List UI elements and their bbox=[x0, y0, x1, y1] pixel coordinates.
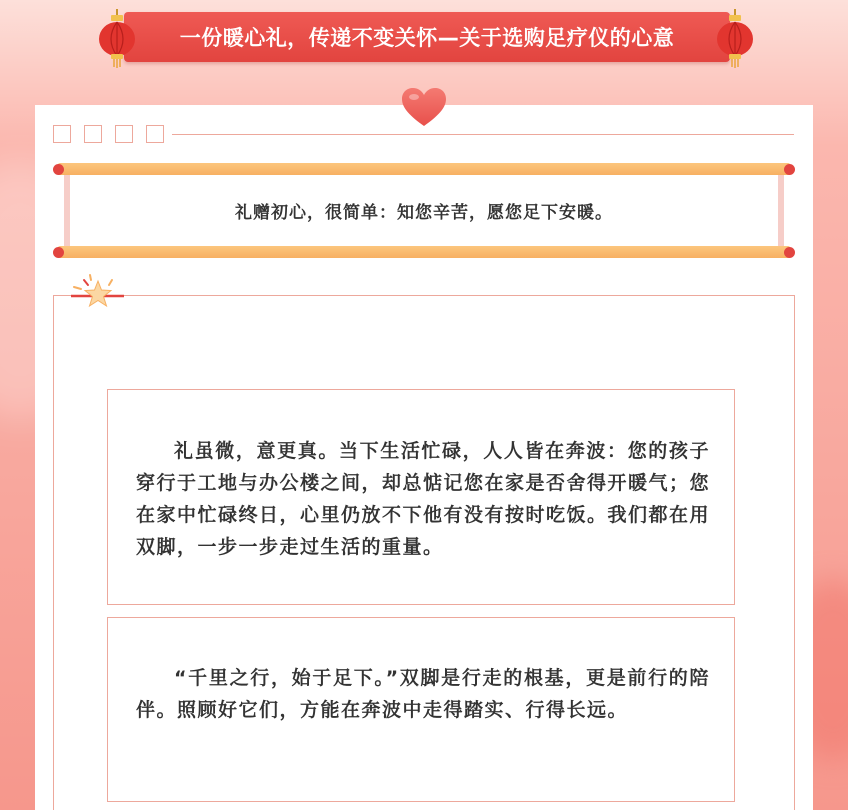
decor-square bbox=[115, 125, 133, 143]
decorative-squares bbox=[53, 125, 164, 143]
decor-square bbox=[53, 125, 71, 143]
paragraph-box bbox=[107, 389, 735, 605]
scroll-knob bbox=[784, 247, 795, 258]
scroll-knob bbox=[53, 247, 64, 258]
heart-icon bbox=[400, 86, 448, 128]
scroll-knob bbox=[53, 164, 64, 175]
scroll-rod-top bbox=[58, 163, 790, 175]
lantern-right-icon bbox=[715, 9, 755, 69]
paragraph-text: “千里之行，始于足下。”双脚是行走的根基，更是前行的陪伴。照顾好它们，方能在奔波中走得踏实、行得长远。 bbox=[136, 667, 710, 721]
decor-square bbox=[84, 125, 102, 143]
page-title: 一份暖心礼，传递不变关怀—关于选购足疗仪的心意 bbox=[179, 26, 675, 50]
scroll-banner bbox=[64, 175, 784, 246]
divider-line bbox=[172, 134, 794, 135]
paragraph-text: 礼虽微，意更真。当下生活忙碌，人人皆在奔波：您的孩子穿行于工地与办公楼之间，却总惦记您在家是否舍得开暖气；您在家中忙碌终日，心里仍放不下他有没有按时吃饭。我们都在用双脚，一步一步走过生活的重量。 bbox=[136, 440, 711, 558]
title-banner bbox=[124, 12, 730, 62]
star-sparkle-icon bbox=[68, 272, 124, 314]
scroll-rod-bottom bbox=[58, 246, 790, 258]
paragraph-box bbox=[107, 617, 735, 802]
scroll-banner-text: 礼赠初心，很简单：知您辛苦，愿您足下安暖。 bbox=[235, 203, 613, 223]
decor-square bbox=[146, 125, 164, 143]
lantern-left-icon bbox=[97, 9, 137, 69]
scroll-knob bbox=[784, 164, 795, 175]
